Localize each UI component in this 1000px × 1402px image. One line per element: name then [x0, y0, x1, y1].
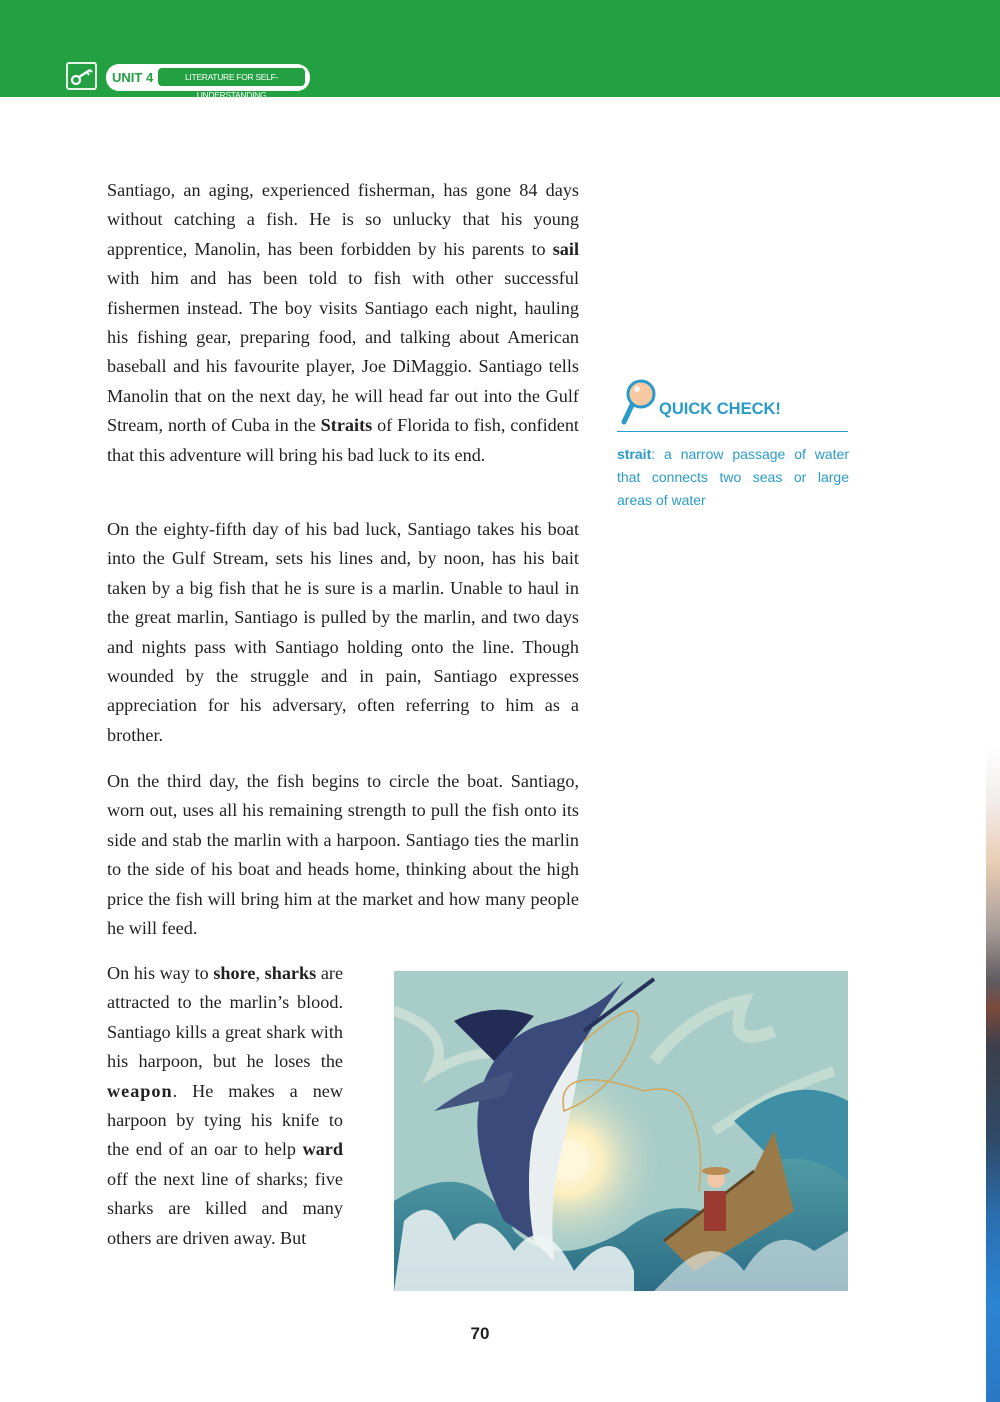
glossary-definition: : a narrow passage of water that connects two seas or large areas of water — [617, 446, 849, 508]
key-icon — [66, 62, 97, 90]
vocab-word-sharks: sharks — [264, 963, 317, 983]
text-run: off the next line of sharks; five sharks are killed and many others are driven away. But — [107, 1168, 343, 1248]
text-run: Santiago, an aging, experienced fisherman, has gone 84 days without catching a fish. He is so unlucky that his young apprentice, Manolin, has been forbidden by his parents to — [107, 180, 579, 259]
unit-title: LITERATURE FOR SELF-UNDERSTANDING — [158, 68, 305, 86]
text-run: are attracted to the marlin’s blood. Santiago kills a great shark with his harpoon, but he loses the — [107, 963, 344, 1072]
text-run: On his way to — [107, 963, 214, 983]
vocab-word-ward: ward — [302, 1139, 343, 1160]
quick-check-title: QUICK CHECK! — [659, 400, 781, 418]
vocab-word-weapon: weapon — [107, 1080, 173, 1101]
paragraph-3: On the third day, the fish begins to circle the boat. Santiago, worn out, uses all his remaining strength to pull the fish onto its side and stab the marlin with a harpoon. Santiago ties the marlin to the side of his boat and heads home, thinking about the high price the fish will bring him at the market and how many people he will feed. — [107, 771, 579, 939]
page-number: 70 — [470, 1324, 490, 1343]
text-run: , — [255, 963, 265, 983]
quick-check-definition — [617, 443, 849, 512]
page-edge-strip — [986, 745, 1000, 1402]
paragraph-2: On the eighty-fifth day of his bad luck, Santiago takes his boat into the Gulf Stream, sets his lines and, by noon, has his bait taken by a big fish that he is sure is a marlin. Unable to haul in the great marlin, Santiago is pulled by the marlin, and two days and nights pass with Santiago holding onto the line. Though wounded by the struggle and in pain, Santiago expresses appreciation for his adversary, often referring to him as a brother. — [107, 519, 579, 745]
vocab-word-straits: Straits — [320, 415, 373, 436]
magnifier-icon — [620, 378, 660, 428]
vocab-word-shore: shore — [213, 963, 256, 983]
vocab-word-sail: sail — [552, 238, 579, 259]
unit-label: UNIT 4 — [112, 70, 154, 85]
text-run: . He makes a new harpoon by tying his knife to the end of an oar to help — [107, 1080, 343, 1160]
glossary-term: strait — [617, 446, 652, 462]
quick-check-divider — [617, 431, 848, 432]
paragraph-4 — [107, 959, 343, 1253]
text-run: of Florida to fish, confident that this adventure will bring his bad luck to its end. — [107, 415, 579, 465]
paragraph-1 — [107, 176, 579, 470]
text-run: with him and has been told to fish with other successful fishermen instead. The boy visits Santiago each night, hauling his fishing gear, preparing food, and talking about American baseball and his favourite player, Joe DiMaggio. Santiago tells Manolin that on the next day, he will head far out into the Gulf Stream, north of Cuba in the — [107, 268, 579, 436]
marlin-and-fisherman-illustration — [394, 971, 848, 1291]
